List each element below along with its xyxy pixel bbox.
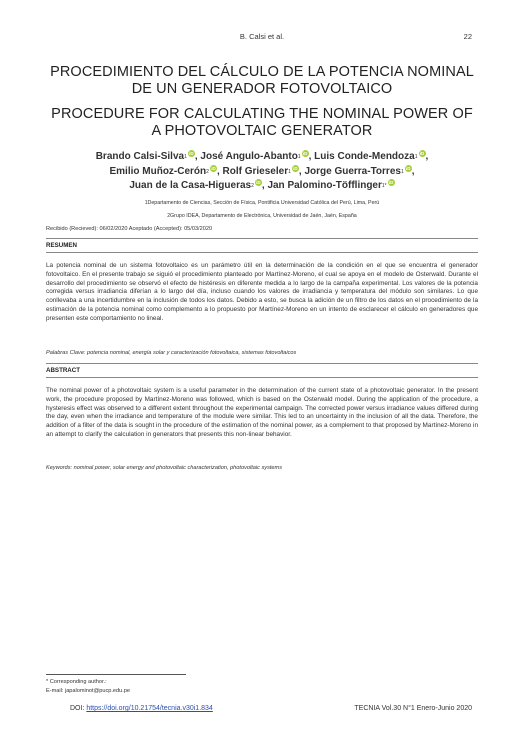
author-list: [46, 150, 478, 194]
doi-label: DOI:: [70, 705, 85, 712]
abstract-keywords: Keywords: nominal power, solar energy and photovoltaic characterization, photovoltaic systems: [46, 465, 282, 471]
journal-info: TECNIA Vol.30 N°1 Enero-Junio 2020: [354, 705, 472, 712]
author-sep: ,: [261, 180, 268, 192]
resumen-heading: RESUMEN: [46, 242, 77, 249]
orcid-icon[interactable]: iD: [388, 180, 394, 186]
author-sep: ,: [308, 151, 315, 162]
abstract-heading: ABSTRACT: [46, 367, 81, 374]
doi-link[interactable]: https://doi.org/10.21754/tecnia.v30i1.834: [86, 705, 213, 712]
doi-line: [70, 705, 213, 712]
author-affil-sup: 1*: [381, 183, 387, 190]
abstract-text: The nominal power of a photovoltaic system is a useful parameter in the determination of the current state of a photovoltaic generator. In the present work, the procedure proposed by Martínez-Moreno was followed, which is based on the Osterwald model. During the application of the procedure, a hysteresis effect was observed to a different extent throughout the experimental campaign. The corrected power versus irradiance values differed during the day, even when the irradiance and temperature of the module were similar. This led to an uncertainty in the inclusion of all the data. Therefore, the addition of a filter of the data is sought in the procedure of the estimation of the nominal power, as a complement to that proposed by Martínez-Moreno in an attempt to clarify the calculation in generators that presents this non-linear behavior.: [46, 387, 478, 438]
author-sep: ,: [425, 151, 429, 162]
author-sep: ,: [194, 151, 201, 162]
author-name: Juan de la Casa-Higueras: [129, 180, 252, 192]
orcid-icon[interactable]: iD: [419, 151, 425, 156]
author-affil-sup: 1: [184, 154, 187, 160]
corresponding-email: E-mail: japalominot@pucp.edu.pe: [46, 688, 131, 694]
title-spanish: PROCEDIMIENTO DEL CÁLCULO DE LA POTENCIA NOMINAL DE UN GENERADOR FOTOVOLTAICO: [50, 64, 474, 97]
divider: [46, 252, 478, 253]
orcid-icon[interactable]: iD: [256, 180, 261, 186]
author-affil-sup: 1: [288, 168, 291, 175]
affiliation-text: Departamento de Ciencias, Sección de Física, Pontificia Universidad Católica del Perú, Lima, Perú: [147, 200, 380, 206]
title-english: PROCEDURE FOR CALCULATING THE NOMINAL POWER OF A PHOTOVOLTAIC GENERATOR: [51, 106, 473, 139]
orcid-icon[interactable]: iD: [211, 165, 216, 171]
orcid-icon[interactable]: iD: [302, 151, 308, 156]
orcid-icon[interactable]: iD: [405, 165, 411, 171]
author-line-3: [129, 180, 394, 191]
divider: [46, 377, 478, 378]
author-name: Jan Palomino-Töfflinger: [267, 180, 382, 192]
author-affil-sup: 1: [297, 154, 301, 160]
received-accepted-dates: Recibido (Recieved): 06/02/2020 Aceptado (Accepted): 05/03/2020: [46, 226, 213, 232]
footnote-divider: [46, 674, 186, 675]
corresponding-author-note: * Corresponding author.:: [46, 679, 107, 685]
orcid-icon[interactable]: iD: [189, 151, 194, 156]
author-sep: ,: [411, 165, 415, 177]
orcid-icon[interactable]: iD: [293, 165, 298, 171]
author-sep: ,: [298, 165, 305, 177]
divider: [46, 238, 478, 239]
affiliation-2: [46, 213, 478, 219]
resumen-keywords: Palabras Clave: potencia nominal, energía solar y caracterización fotovoltaica, sistemas fotovoltaicos: [46, 350, 297, 356]
affiliation-1: [46, 200, 478, 206]
resumen-text: La potencia nominal de un sistema fotovoltaico es un parámetro útil en la determinación de la condición en el que se encuentra el generador fotovoltaico. En el presente trabajo se siguió el procedimiento planteado por Martínez-Moreno, el cual se apoya en el modelo de Osterwald. Durante el desarrollo del procedimiento se observó el efecto de histéresis en diferente medida a lo largo de la campaña experimental. Los valores de la potencia corregida versus irradiancia diferían a lo largo del día, incluso cuando los valores de irradiancia y temperatura del módulo son similares. Lo que conllevaba a una incertidumbre en la inclusión de todos los datos. Debido a esto, se busca la adición de un filtro de los datos en el procedimiento de la estimación de la potencia nominal como complemento a lo propuesto por Martínez-Moreno en un intento de esclarecer el cálculo en generadores que presenten este comportamiento no lineal.: [46, 262, 478, 322]
author-name: Rolf Grieseler: [222, 165, 289, 177]
author-line-2: [109, 166, 414, 177]
author-name: Emilio Muñoz-Cerón: [109, 165, 207, 177]
affiliation-sup: 2: [167, 213, 171, 219]
running-header-author: B. Calsi et al.: [239, 32, 285, 41]
author-name: Brando Calsi-Silva: [95, 151, 185, 162]
author-sep: ,: [216, 165, 223, 177]
divider: [46, 363, 478, 364]
author-affil-sup: 2: [206, 168, 209, 175]
page-number: 22: [463, 32, 472, 41]
affiliation-sup: 1: [144, 200, 148, 206]
author-affil-sup: 1: [414, 154, 418, 160]
affiliation-text: Grupo IDEA, Departamento de Electrónica, Universidad de Jaén, Jaén, España: [170, 213, 357, 219]
author-affil-sup: 1: [400, 168, 404, 175]
author-name: Jorge Guerra-Torres: [304, 165, 401, 177]
author-name: José Angulo-Abanto: [200, 151, 298, 162]
author-affil-sup: 2: [251, 183, 254, 190]
author-name: Luis Conde-Mendoza: [314, 151, 415, 162]
author-line-1: [96, 151, 429, 162]
